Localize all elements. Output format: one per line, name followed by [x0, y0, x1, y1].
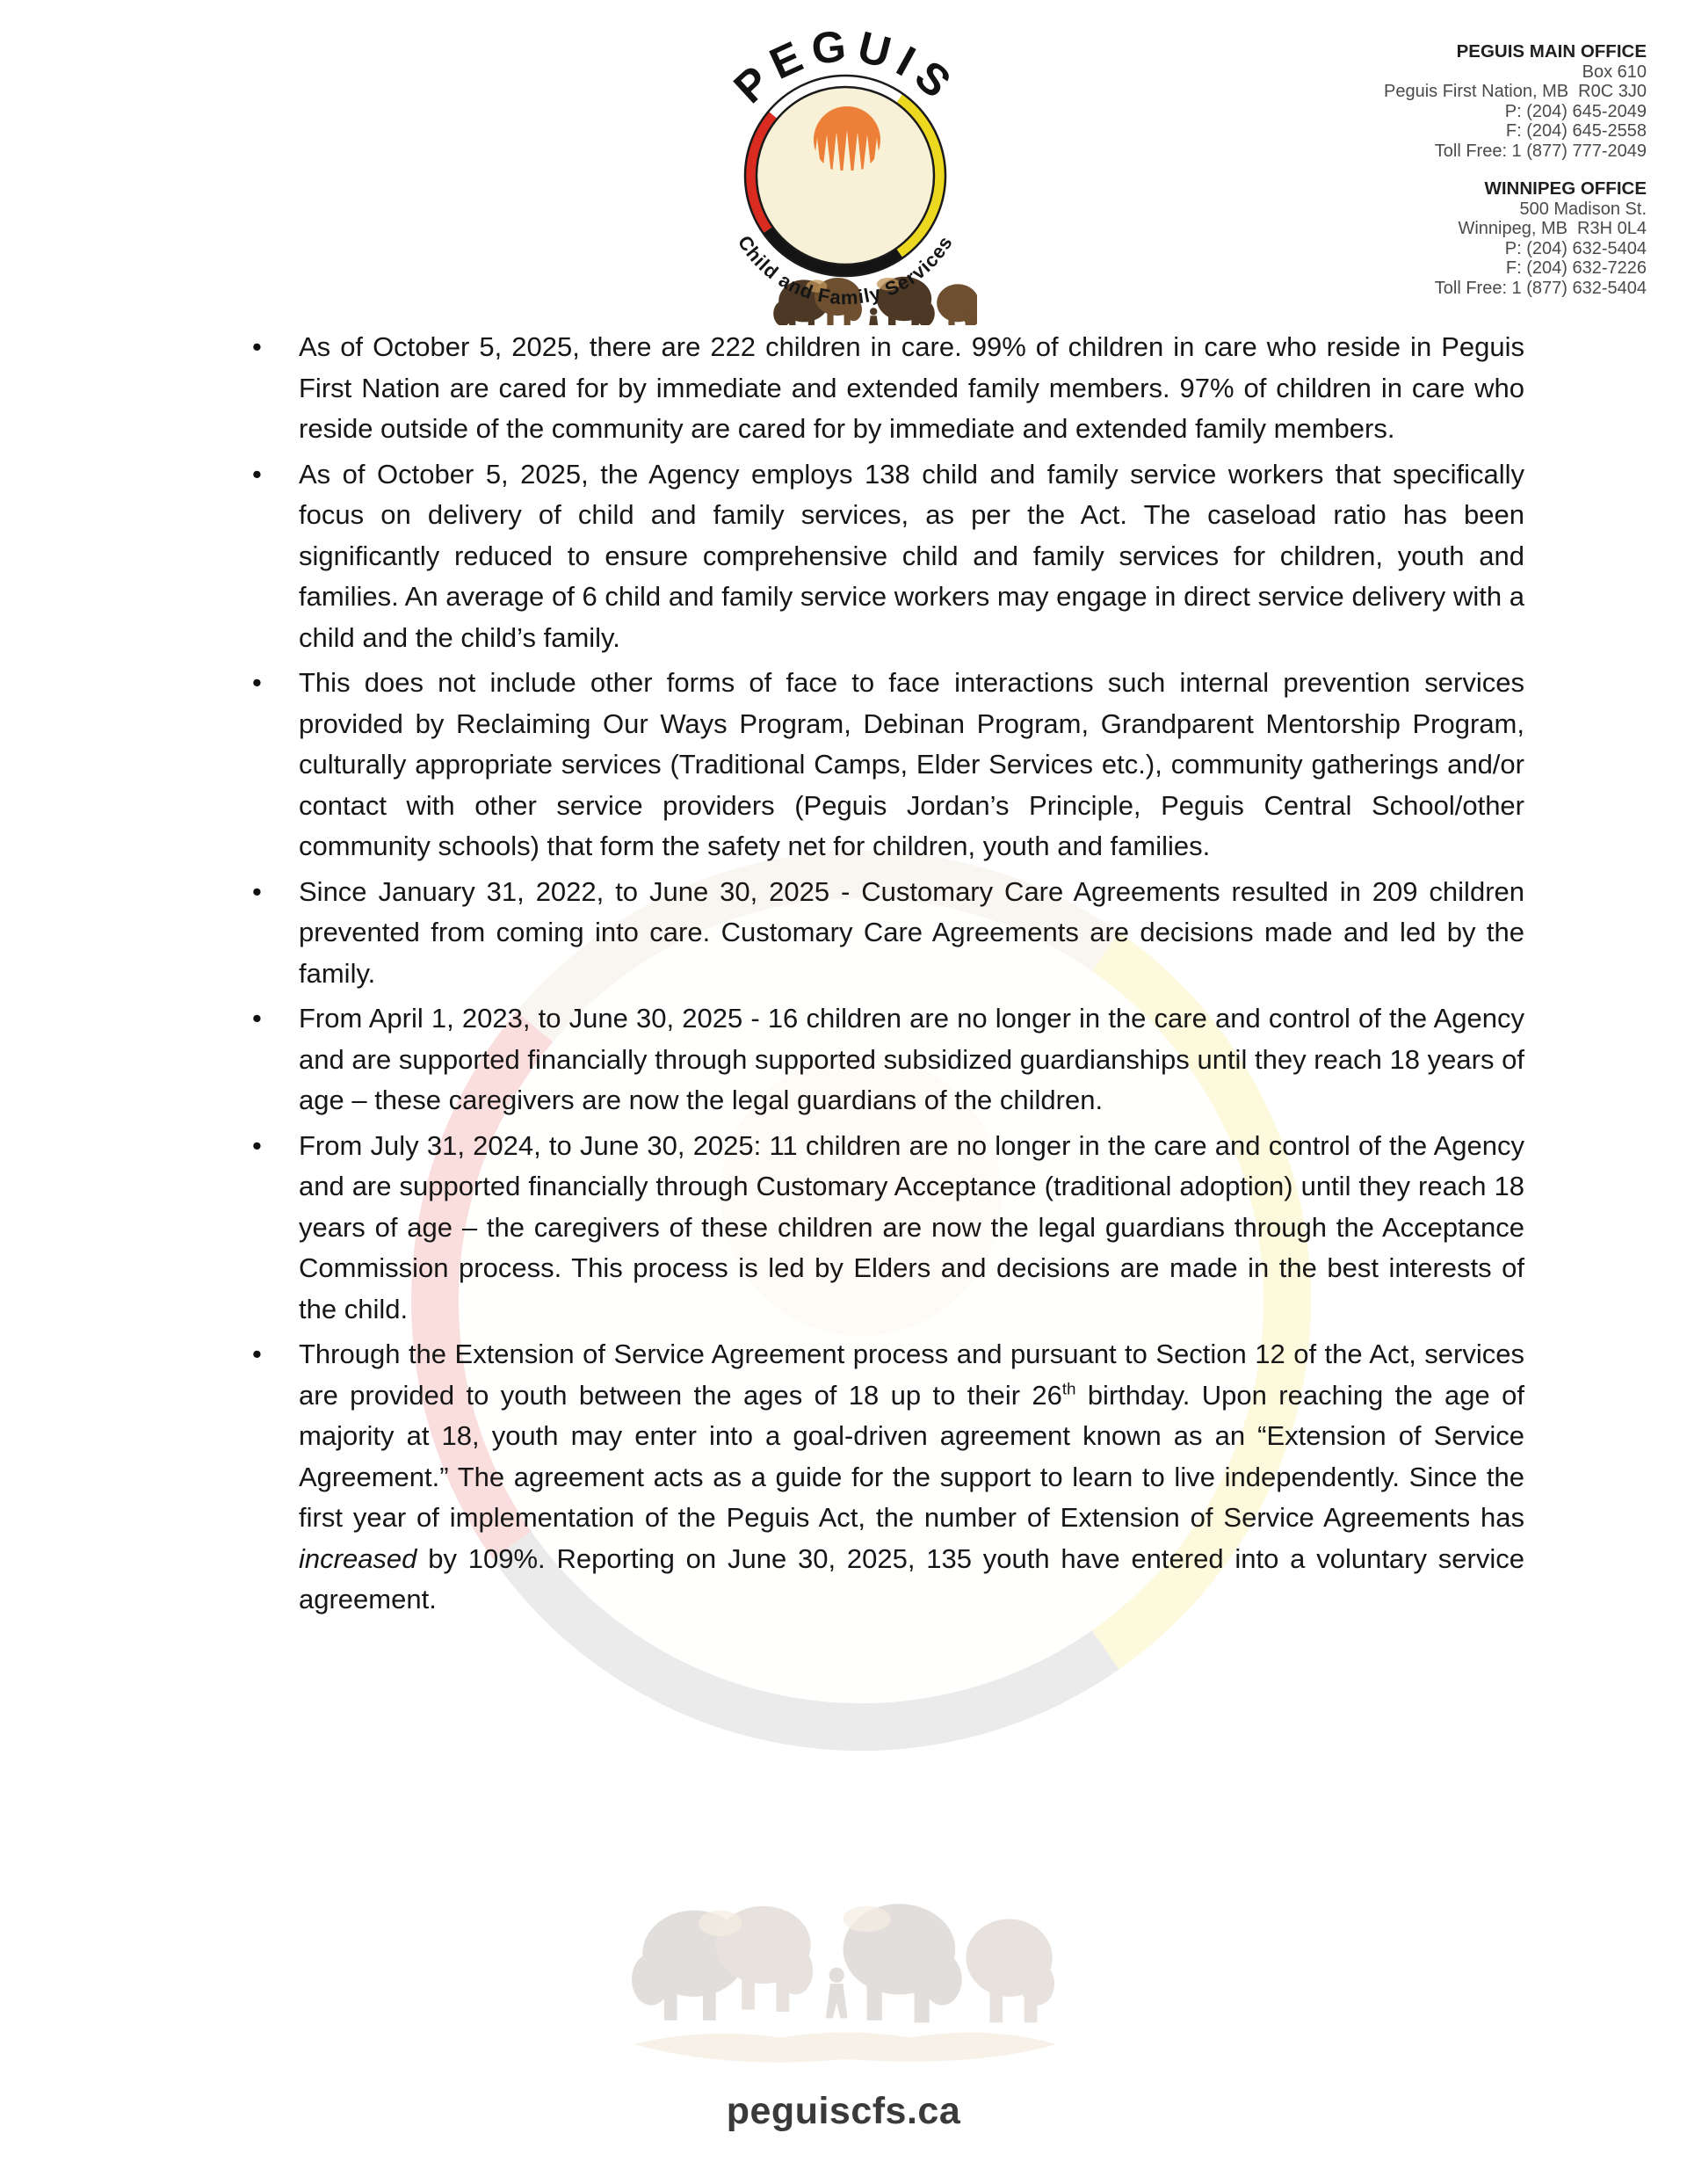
text-run: Through the Extension of Service Agreement process and pursuant to Section 12 of the Act, services are provided to youth between the ages of 18 up to their 26 [299, 1339, 1524, 1411]
agency-logo [713, 9, 977, 325]
office-line: P: (204) 632-5404 [1504, 238, 1647, 258]
office-line: P: (204) 645-2049 [1504, 101, 1647, 121]
text-run: birthday. Upon reaching the age of majority at 18, youth may enter into a goal-driven agreement known as an “Extension of Service Agreement.” The agreement acts as a guide for the support to learn to live independently. Since the first year of implementation of the Peguis Act, the number of Extension of Service Agreements has [299, 1379, 1524, 1533]
contact-block [1384, 42, 1647, 316]
office-line: Box 610 [1582, 62, 1647, 82]
superscript-run: th [1061, 1379, 1076, 1398]
office-line: Winnipeg, MB R3H 0L4 [1458, 219, 1647, 238]
office-winnipeg [1384, 179, 1647, 298]
office-line: Toll Free: 1 (877) 777-2049 [1434, 141, 1647, 161]
bullet-item [299, 872, 1524, 995]
text-run: by 109%. Reporting on June 30, 2025, 135 youth have entered into a voluntary service agreement. [299, 1542, 1524, 1614]
text-run: Since January 31, 2022, to June 30, 2025 - Customary Care Agreements resulted in 209 children prevented from coming into care. Customary Care Agreements are decisions made and led by the family. [299, 875, 1524, 989]
office-main [1384, 42, 1647, 161]
office-line: Toll Free: 1 (877) 632-5404 [1434, 278, 1647, 298]
logo-arc-top-text: PEGUIS [724, 20, 967, 113]
website-url: peguiscfs.ca [726, 2090, 961, 2132]
italic-run: increased [299, 1542, 417, 1574]
bullet-list [299, 327, 1524, 1625]
office-name: WINNIPEG OFFICE [1484, 178, 1647, 199]
office-line: F: (204) 632-7226 [1505, 258, 1647, 278]
office-name: PEGUIS MAIN OFFICE [1456, 41, 1647, 62]
bullet-item [299, 454, 1524, 659]
office-line: 500 Madison St. [1519, 199, 1647, 219]
text-run: From April 1, 2023, to June 30, 2025 - 16 children are no longer in the care and control of the Agency and are supported financially through supported subsidized guardianships until they reach 18 years of age – these caregivers are now the legal guardians of the children. [299, 1003, 1524, 1115]
office-line: F: (204) 645-2558 [1505, 121, 1647, 141]
text-run: From July 31, 2024, to June 30, 2025: 11 children are no longer in the care and control of the Agency and are supported financially through Customary Acceptance (traditional adoption) until they reach 18 years of age – the caregivers of these children are now the legal guardians through the Acceptance Commission process. This process is led by Elders and decisions are made in the best interests of the child. [299, 1129, 1524, 1324]
logo-arc-bottom-text: Child and Family Services [733, 231, 958, 309]
bullet-item [299, 998, 1524, 1121]
bullet-item [299, 1126, 1524, 1331]
buffalo-watermark [608, 1846, 1082, 2083]
text-run: As of October 5, 2025, the Agency employs 138 child and family service workers that specifically focus on delivery of child and family services, as per the Act. The caseload ratio has been significantly reduced to ensure comprehensive child and family services for children, youth and families. An average of 6 child and family service workers may engage in direct service delivery with a child and the child’s family. [299, 458, 1524, 653]
text-run: As of October 5, 2025, there are 222 children in care. 99% of children in care who reside in Peguis First Nation are cared for by immediate and extended family members. 97% of children in care who reside outside of the community are cared for by immediate and extended family members. [299, 331, 1524, 444]
bullet-item [299, 663, 1524, 867]
bullet-item [299, 327, 1524, 450]
office-line: Peguis First Nation, MB R0C 3J0 [1384, 82, 1647, 101]
text-run: This does not include other forms of face to face interactions such internal prevention services provided by Reclaiming Our Ways Program, Debinan Program, Grandparent Mentorship Program, culturally appropriate services (Traditional Camps, Elder Services etc.), community gatherings and/or contact with other service providers (Peguis Jordan’s Principle, Peguis Central School/other community schools) that form the safety net for children, youth and families. [299, 667, 1524, 861]
bullet-item [299, 1334, 1524, 1621]
